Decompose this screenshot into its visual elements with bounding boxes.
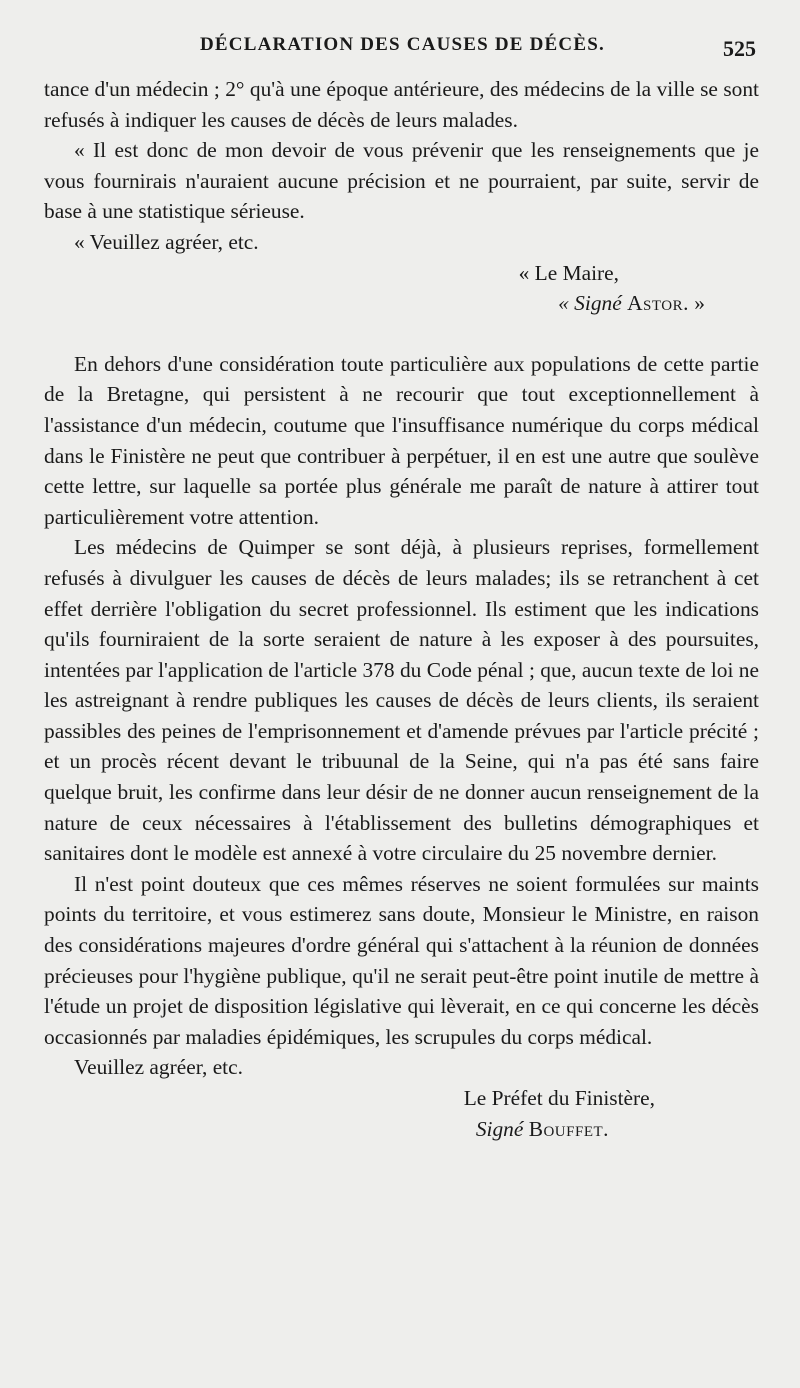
paragraph: Les médecins de Quimper se sont déjà, à plusieurs reprises, formellement refusés à divulguer les causes de décès de leurs malades; ils se retranchent à cet effet derrière l'obligation du secret professionnel. Ils estiment que les indications qu'ils fourniraient de la sorte seraient de nature à les exposer à des poursuites, intentées par l'application de l'article 378 du Code pénal ; que, aucun texte de loi ne les astreignant à rendre publiques les causes de décès de leurs clients, ils seraient passibles des peines de l'emprisonnement et d'amende prévues par l'article précité ; et un procès récent devant le tribuunal de la Seine, qui n'a pas été sans faire quelque bruit, les confirme dans leur désir de ne donner aucun renseignement de la nature de ceux nécessaires à l'établissement des bulletins démographiques et sanitaires dont le modèle est annexé à votre circulaire du 25 novembre dernier.	[44, 535, 759, 866]
paragraph: En dehors d'une considération toute particulière aux populations de cette partie de la Bretagne, qui persistent à ne recourir que tout exceptionnellement à l'assistance d'un médecin, coutume que l'insuffisance numérique du corps médical dans le Finistère ne peut que contribuer à perpétuer, il en est une autre que soulève cette lettre, sur laquelle sa portée plus générale me paraît de nature à attirer tout particulièrement votre attention.	[44, 351, 759, 529]
page-number: 525	[723, 36, 756, 61]
prefet-closing: Veuillez agréer, etc.	[74, 1055, 243, 1080]
running-header	[0, 34, 800, 64]
prefet-name: Bouffet.	[528, 1116, 609, 1141]
prefet-signoff: Le Préfet du Finistère,	[463, 1086, 655, 1110]
running-title: DÉCLARATION DES CAUSES DE DÉCÈS.	[200, 34, 605, 55]
body-text	[44, 74, 759, 1144]
maire-signature	[44, 288, 759, 319]
section-spacer	[44, 319, 759, 349]
paragraph-continuation: tance d'un médecin ; 2° qu'à une époque antérieure, des médecins de la ville se sont refusés à indiquer les causes de décès de leurs malades.	[44, 77, 759, 132]
maire-signoff: « Le Maire,	[518, 260, 619, 285]
letter-paragraph: « Il est donc de mon devoir de vous prévenir que les renseignements que je vous fournirais n'auraient aucune précision et ne pourraient, par suite, servir de base à une statistique sérieuse.	[44, 138, 759, 224]
prefet-signature	[44, 1114, 759, 1145]
paragraph: Il n'est point douteux que ces mêmes réserves ne soient formulées sur maints points du territoire, et vous estimerez sans doute, Monsieur le Ministre, en raison des considérations majeures d'ordre général qui s'attachent à la réunion de données précieuses pour l'hygiène publique, qu'il ne serait peut-être point inutile de mettre à l'étude un projet de disposition législative qui lèverait, en ce qui concerne les décès occasionnés par maladies épidémiques, les scrupules du corps médical.	[44, 871, 759, 1049]
signe-label: « Signé	[558, 291, 622, 316]
signe-label: Signé	[475, 1116, 524, 1141]
quote-close: »	[688, 291, 705, 316]
letter-closing: « Veuillez agréer, etc.	[74, 229, 259, 254]
maire-name: Astor.	[627, 291, 689, 316]
